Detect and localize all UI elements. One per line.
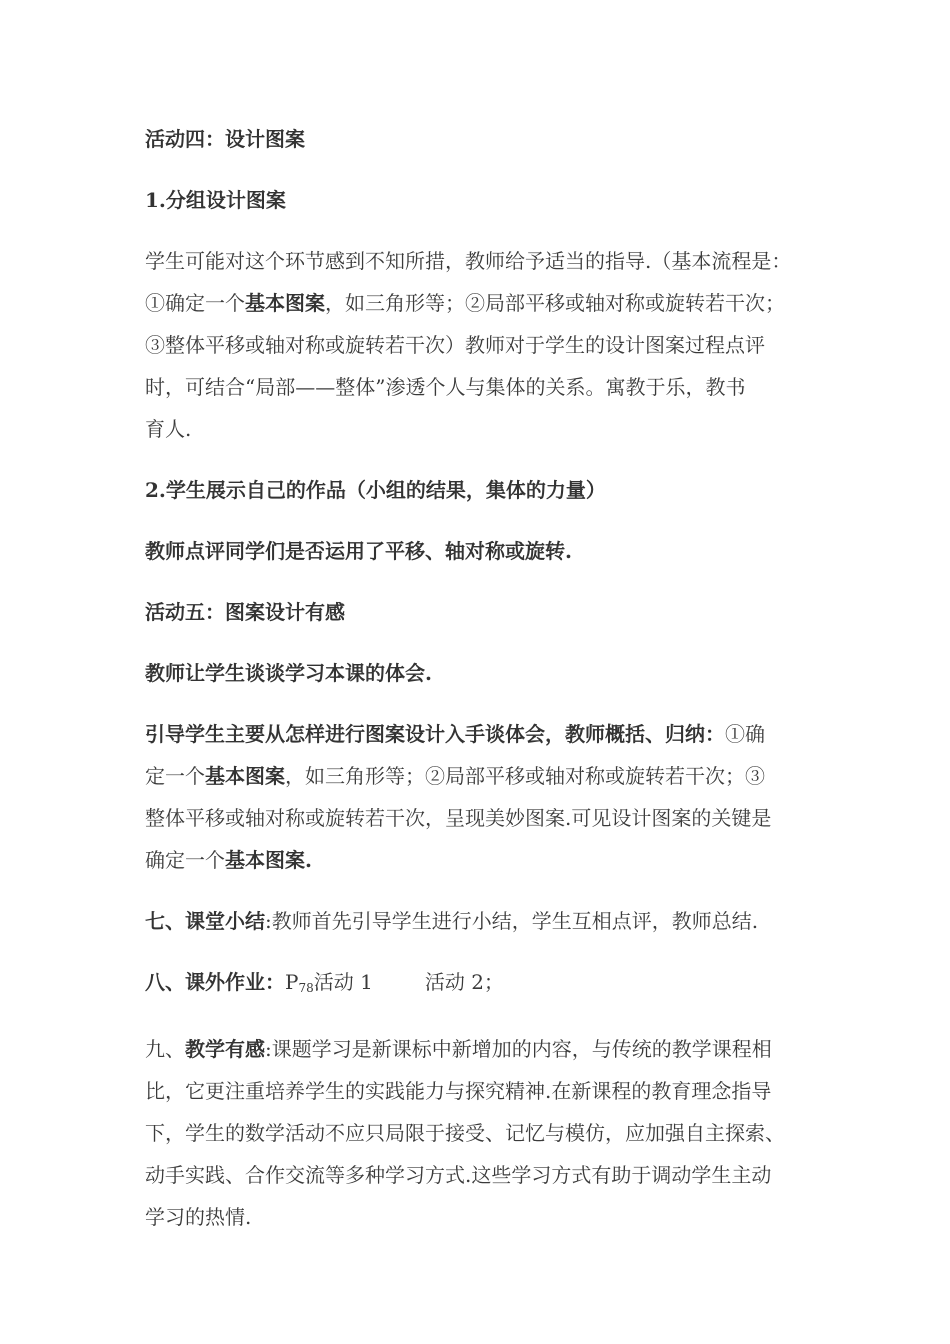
para-line (145, 839, 825, 881)
para-line (145, 1028, 825, 1070)
activity5-guide-paragraph (145, 713, 825, 881)
summary-label: 七、课堂小结 (145, 909, 265, 933)
para-text: 确定一个 (145, 848, 225, 872)
reflection-prefix: 九、 (145, 1037, 185, 1061)
para-line: 学习的热情. (145, 1205, 252, 1229)
summary-line (145, 900, 825, 942)
para-line: 育人. (145, 417, 192, 441)
para-line (145, 755, 825, 797)
activity5-line1: 教师让学生谈谈学习本课的体会. (145, 661, 432, 685)
para-text: ，如三角形等；②局部平移或轴对称或旋转若干次； (325, 291, 785, 315)
document-page (145, 118, 825, 1238)
para-text: :课题学习是新课标中新增加的内容，与传统的教学课程相 (265, 1037, 772, 1061)
para-line (145, 713, 825, 755)
para-line: 整体平移或轴对称或旋转若干次，呈现美妙图案.可见设计图案的关键是 (145, 806, 772, 830)
reflection-paragraph (145, 1028, 825, 1238)
activity4-paragraph (145, 240, 825, 450)
reflection-label: 教学有感 (185, 1037, 265, 1061)
activity4-step2: 2.学生展示自己的作品（小组的结果，集体的力量） (145, 478, 606, 502)
para-text: ，如三角形等；②局部平移或轴对称或旋转若干次；③ (285, 764, 765, 788)
activity5-heading: 活动五：图案设计有感 (145, 600, 345, 624)
para-bold-text: 基本图案. (225, 848, 312, 872)
homework-line (145, 961, 825, 1009)
activity4-comment: 教师点评同学们是否运用了平移、轴对称或旋转. (145, 539, 572, 563)
para-line: 动手实践、合作交流等多种学习方式.这些学习方式有助于调动学生主动 (145, 1163, 772, 1187)
para-bold-text: 基本图案 (245, 291, 325, 315)
para-text: ①确 (725, 722, 765, 746)
para-text: 定一个 (145, 764, 205, 788)
para-line (145, 282, 825, 324)
summary-text: :教师首先引导学生进行小结，学生互相点评，教师总结. (265, 909, 759, 933)
para-line: ③整体平移或轴对称或旋转若干次）教师对于学生的设计图案过程点评 (145, 333, 765, 357)
homework-page-letter: P (285, 970, 299, 994)
activity4-heading: 活动四：设计图案 (145, 127, 305, 151)
homework-activity1: 活动 1 (313, 970, 373, 994)
para-line: 比，它更注重培养学生的实践能力与探究精神.在新课程的教育理念指导 (145, 1079, 772, 1103)
homework-activity2: 活动 2； (424, 970, 504, 994)
para-bold-text: 基本图案 (205, 764, 285, 788)
para-line: 下，学生的数学活动不应只局限于接受、记忆与模仿，应加强自主探索、 (145, 1121, 785, 1145)
homework-label: 八、课外作业： (145, 970, 285, 994)
para-text: ①确定一个 (145, 291, 245, 315)
para-line: 时，可结合“局部——整体”渗透个人与集体的关系。寓教于乐，教书 (145, 375, 746, 399)
homework-page-number: 78 (298, 981, 314, 995)
activity4-step1: 1.分组设计图案 (145, 188, 286, 212)
para-line: 学生可能对这个环节感到不知所措，教师给予适当的指导.（基本流程是： (145, 249, 792, 273)
para-bold-text: 引导学生主要从怎样进行图案设计入手谈体会，教师概括、归纳： (145, 722, 725, 746)
